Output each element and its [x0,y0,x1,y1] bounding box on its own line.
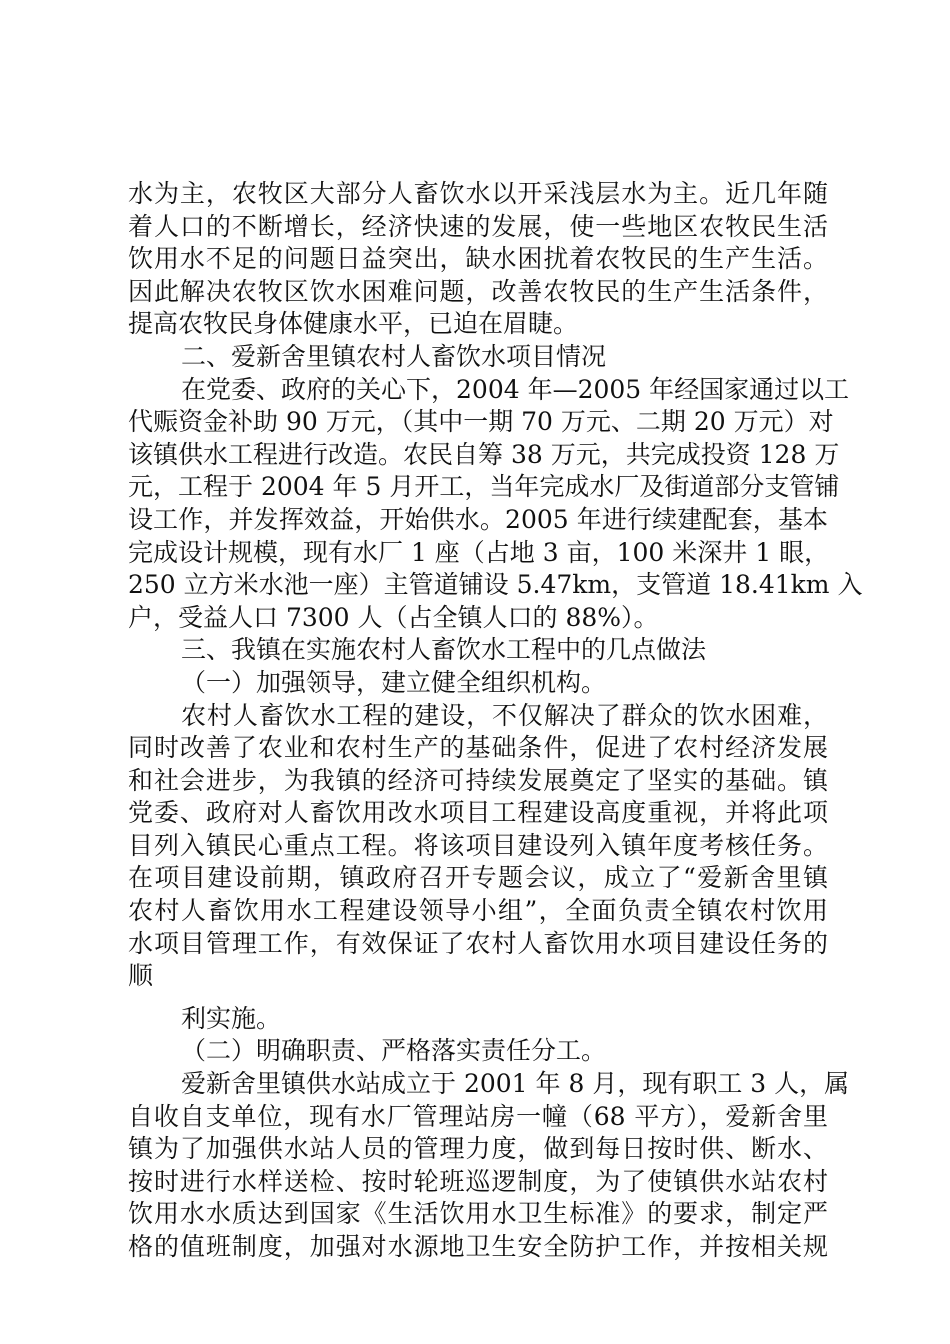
text-line: 250 立方米水池一座）主管道铺设 5.47km，支管道 18.41km 入 [128,570,863,600]
text-line: 完成设计规模，现有水厂 1 座（占地 3 亩，100 米深井 1 眼， [128,537,830,567]
text-line: 爱新舍里镇供水站成立于 2001 年 8 月，现有职工 3 人，属 [181,1069,850,1099]
text-line: 水为主，农牧区大部分人畜饮水以开采浅层水为主。近几年随 [128,179,828,208]
text-line: 饮用水不足的问题日益突出，缺水困扰着农牧民的生产生活。 [128,244,828,274]
text-line: 提高农牧民身体健康水平，已迫在眉睫。 [128,309,579,339]
text-line: 按时进行水样送检、按时轮班巡逻制度，为了使镇供水站农村 [128,1166,828,1196]
text-line: 农村人畜饮用水工程建设领导小组”，全面负责全镇农村饮用 [128,896,828,926]
text-line: 农村人畜饮水工程的建设，不仅解决了群众的饮水困难， [181,700,828,730]
text-line: 二、爱新舍里镇农村人畜饮水项目情况 [181,341,607,371]
text-line: 在项目建设前期，镇政府召开专题会议，成立了“爱新舍里镇 [128,863,828,893]
text-line: 水项目管理工作，有效保证了农村人畜饮用水项目建设任务的 [128,928,828,958]
text-line: 在党委、政府的关心下，2004 年—2005 年经国家通过以工 [181,374,850,404]
text-line: 自收自支单位，现有水厂管理站房一幢（68 平方），爱新舍里 [128,1101,828,1131]
text-line: （二）明确职责、严格落实责任分工。 [181,1036,607,1066]
text-line: 利实施。 [181,1003,282,1033]
text-line: 目列入镇民心重点工程。将该项目建设列入镇年度考核任务。 [128,830,828,860]
document-body [128,178,863,1264]
text-line: 顺 [128,961,154,991]
text-line: 着人口的不断增长，经济快速的发展，使一些地区农牧民生活 [128,211,828,241]
text-line: 饮用水水质达到国家《生活饮用水卫生标准》的要求，制定严 [128,1199,828,1229]
text-line: 该镇供水工程进行改造。农民自筹 38 万元，共完成投资 128 万 [128,439,840,469]
text-line: 设工作，并发挥效益，开始供水。2005 年进行续建配套，基本 [128,504,828,534]
text-line: 和社会进步，为我镇的经济可持续发展奠定了坚实的基础。镇 [128,765,828,795]
text-line: 因此解决农牧区饮水困难问题，改善农牧民的生产生活条件， [128,276,828,306]
text-line: 代赈资金补助 90 万元，（其中一期 70 万元、二期 20 万元）对 [128,407,834,437]
text-line: 三、我镇在实施农村人畜饮水工程中的几点做法 [181,635,707,665]
text-line: 镇为了加强供水站人员的管理力度，做到每日按时供、断水、 [128,1134,828,1164]
text-line: 格的值班制度，加强对水源地卫生安全防护工作，并按相关规 [128,1232,828,1261]
text-line: 党委、政府对人畜饮用改水项目工程建设高度重视，并将此项 [128,798,828,828]
text-line: 同时改善了农业和农村生产的基础条件，促进了农村经济发展 [128,733,828,763]
text-line: 元，工程于 2004 年 5 月开工，当年完成水厂及街道部分支管铺 [128,472,840,502]
text-line: 户，受益人口 7300 人（占全镇人口的 88%）。 [128,602,659,632]
text-line: （一）加强领导，建立健全组织机构。 [181,667,607,697]
